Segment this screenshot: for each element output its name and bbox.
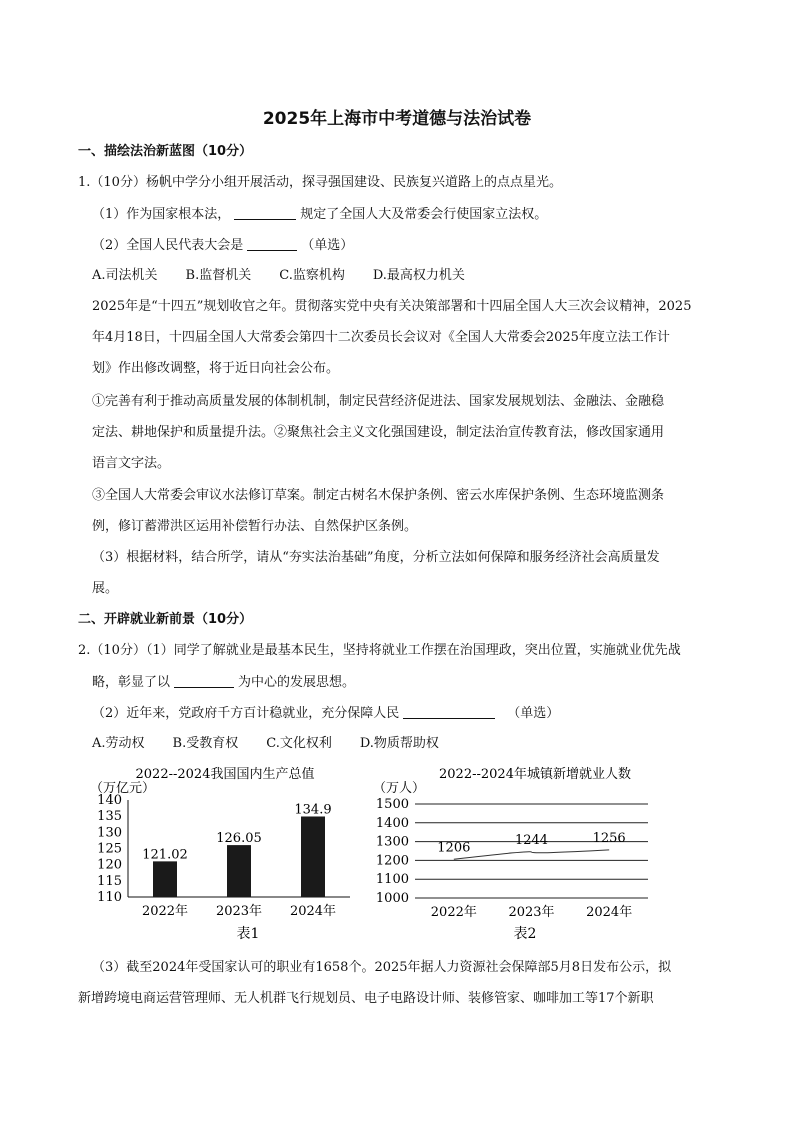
x-tick-label: 2023年 xyxy=(215,904,263,919)
q1-2-text-a: （2）全国人民代表大会是 xyxy=(92,238,244,253)
y-tick-label: 1100 xyxy=(375,872,409,888)
question-2-part-1-cont xyxy=(92,674,355,691)
y-tick-label: 140 xyxy=(97,793,122,808)
question-2-part-3: （3）截至2024年受国家认可的职业有1658个。2025年据人力资源社会保障部5月8日发布公示，拟 xyxy=(92,960,672,975)
x-tick-label: 2022年 xyxy=(141,904,189,919)
chart-title: 2022--2024年城镇新增就业人数 xyxy=(439,767,631,782)
data-label: 1256 xyxy=(592,830,626,846)
question-2-part-1: 2.（10分）（1）同学了解就业是最基本民生，坚持将就业工作摆在治国理政，突出位置，实施就业优先战 xyxy=(78,643,681,658)
x-tick-label: 2022年 xyxy=(430,905,477,920)
material-line: ①完善有利于推动高质量发展的体制机制，制定民营经济促进法、国家发展规划法、金融法、金融稳 xyxy=(92,394,665,409)
y-tick-label: 130 xyxy=(97,825,122,841)
material-line: 定法、耕地保护和质量提升法。②聚焦社会主义文化强国建设，制定法治宣传教育法，修改国家通用 xyxy=(92,425,665,440)
option-d[interactable]: D.最高权力机关 xyxy=(372,268,465,283)
option-a[interactable]: A.劳动权 xyxy=(92,736,145,751)
option-c[interactable]: C.文化权利 xyxy=(266,736,332,751)
q2-2-text-a: （2）近年来，党政府千方百计稳就业，充分保障人民 xyxy=(92,706,400,721)
material-line: 例，修订蓄滞洪区运用补偿暂行办法、自然保护区条例。 xyxy=(92,519,418,534)
data-label: 134.9 xyxy=(294,802,332,818)
gdp-bar-chart xyxy=(80,760,370,950)
option-b[interactable]: B.监督机关 xyxy=(185,268,252,283)
bar xyxy=(227,845,251,897)
chart-caption: 表1 xyxy=(236,926,260,942)
y-tick-label: 120 xyxy=(97,857,122,873)
question-1-part-3: （3）根据材料，结合所学，请从“夯实法治基础”角度，分析立法如何保障和服务经济社会高质量发 xyxy=(92,550,660,565)
x-tick-label: 2024年 xyxy=(289,904,337,919)
data-label: 1206 xyxy=(437,840,471,856)
question-2-options xyxy=(92,736,467,752)
answer-blank-3[interactable] xyxy=(174,674,234,688)
y-tick-label: 125 xyxy=(97,841,122,857)
question-1-part-3-cont: 展。 xyxy=(92,581,119,596)
option-c[interactable]: C.监察机构 xyxy=(279,268,345,283)
y-tick-label: 1200 xyxy=(375,853,409,869)
option-a[interactable]: A.司法机关 xyxy=(92,268,158,283)
page-title: 2025年上海市中考道德与法治试卷 xyxy=(262,109,532,129)
series-line xyxy=(454,850,609,859)
answer-blank-4[interactable] xyxy=(403,705,495,719)
y-tick-label: 110 xyxy=(97,890,122,905)
question-1-stem: 1.（10分）杨帆中学分小组开展活动，探寻强国建设、民族复兴道路上的点点星光。 xyxy=(78,175,562,190)
y-tick-label: 1500 xyxy=(375,797,409,812)
question-2-part-2 xyxy=(92,705,559,722)
x-tick-label: 2023年 xyxy=(508,905,555,920)
question-1-options xyxy=(92,268,493,284)
y-tick-label: 115 xyxy=(97,873,122,889)
material-line: 年4月18日，十四届全国人大常委会第四十二次委员长会议对《全国人大常委会2025年度立法工作计 xyxy=(92,330,670,345)
section-heading-2: 二、开辟就业新前景（10分） xyxy=(78,612,253,627)
data-label: 1244 xyxy=(514,833,549,849)
y-axis-label: （万人） xyxy=(373,781,426,796)
q1-1-text-a: （1）作为国家根本法， xyxy=(92,207,231,222)
q1-1-text-b: 规定了全国人大及常委会行使国家立法权。 xyxy=(300,207,548,222)
y-axis-label: （万亿元） xyxy=(90,781,156,796)
material-line: ③全国人大常委会审议水法修订草案。制定古树名木保护条例、密云水库保护条例、生态环境监测条 xyxy=(92,488,665,503)
q1-2-text-b: （单选） xyxy=(301,238,354,253)
y-tick-label: 1400 xyxy=(375,815,409,831)
question-1-part-1 xyxy=(92,206,547,223)
bar xyxy=(301,816,325,897)
question-1-part-2 xyxy=(92,237,353,254)
question-2-part-3-cont: 新增跨境电商运营管理师、无人机群飞行规划员、电子电路设计师、装修管家、咖啡加工等17个新职 xyxy=(78,991,654,1006)
answer-blank-2[interactable] xyxy=(247,237,297,251)
material-line: 2025年是“十四五”规划收官之年。贯彻落实党中央有关决策部署和十四届全国人大三次会议精神，2025 xyxy=(92,299,692,314)
y-tick-label: 1300 xyxy=(375,834,409,850)
section-heading-1: 一、描绘法治新蓝图（10分） xyxy=(78,144,253,159)
material-line: 划》作出修改调整，将于近日向社会公布。 xyxy=(92,361,340,376)
option-b[interactable]: B.受教育权 xyxy=(172,736,239,751)
chart-caption: 表2 xyxy=(513,926,537,942)
q2-1-text-b: 为中心的发展思想。 xyxy=(238,675,356,690)
y-tick-label: 1000 xyxy=(375,891,409,906)
q2-1-text-a: 略，彰显了以 xyxy=(92,675,171,690)
chart-title: 2022--2024我国国内生产总值 xyxy=(135,767,315,782)
data-label: 121.02 xyxy=(142,847,188,863)
q2-2-text-b: （单选） xyxy=(507,706,560,721)
answer-blank-1[interactable] xyxy=(234,206,296,220)
option-d[interactable]: D.物质帮助权 xyxy=(359,736,439,751)
employment-line-chart xyxy=(365,760,665,950)
data-label: 126.05 xyxy=(216,831,262,847)
bar xyxy=(153,861,177,897)
y-tick-label: 135 xyxy=(97,809,122,825)
material-line: 语言文字法。 xyxy=(92,456,171,471)
x-tick-label: 2024年 xyxy=(586,905,633,920)
